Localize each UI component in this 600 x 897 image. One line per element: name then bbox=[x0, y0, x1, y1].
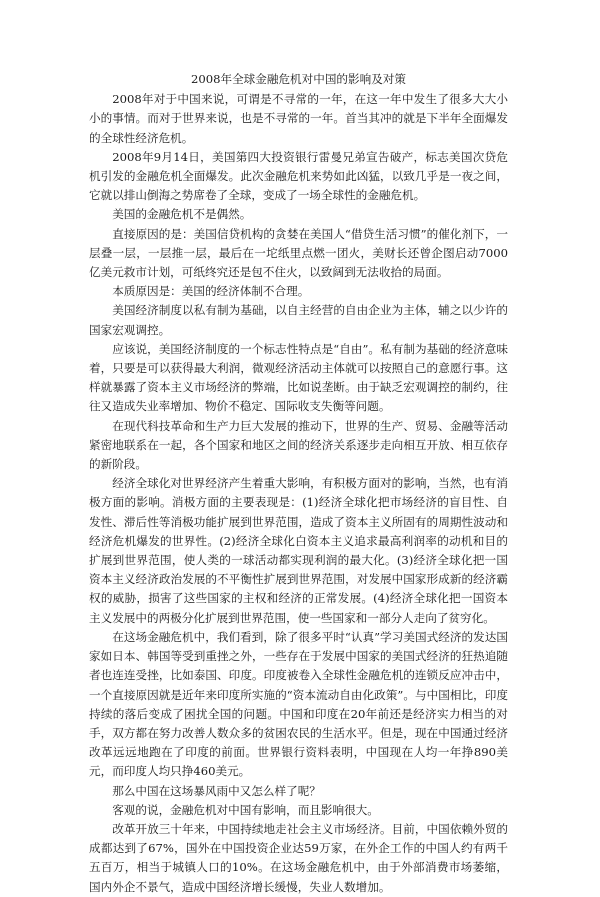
paragraph: 在现代科技革命和生产力巨大发展的推动下，世界的生产、贸易、金融等活动紧密地联系在一起，各个国家和地区之间的经济关系逐步走向相互开放、相互依存的新阶段。 bbox=[89, 418, 508, 472]
paragraph: 美国经济制度以私有制为基础，以自主经营的自由企业为主体，辅之以少许的国家宏观调控。 bbox=[89, 303, 508, 337]
paragraph: 直接原因的是：美国信贷机构的贪婪在美国人“借贷生活习惯”的催化剂下，一层叠一层，一层推一层，最后在一坨纸里点燃一团火，美财长还曾企图启动7000亿美元救市计划，可纸终究还是包不住火，以致阔到无法收拾的局面。 bbox=[89, 226, 508, 280]
paragraph: 应该说，美国经济制度的一个标志性特点是“自由”。私有制为基础的经济意味着，只要是可以获得最大利润，微观经济活动主体就可以按照自己的意愿行事。这样就暴露了资本主义市场经济的弊端，比如说垄断。由于缺乏宏观调控的制约，往往又造成失业率增加、物价不稳定、国际收支失衡等问题。 bbox=[89, 341, 508, 414]
paragraph: 本质原因是：美国的经济体制不合理。 bbox=[112, 284, 310, 299]
paragraph: 2008年9月14日，美国第四大投资银行雷曼兄弟宣告破产，标志美国次贷危机引发的金融危机全面爆发。此次金融危机来势如此凶猛，以致几乎是一夜之间，它就以排山倒海之势席卷了全球，变成了一场全球性的金融危机。 bbox=[89, 149, 508, 203]
paragraph: 经济全球化对世界经济产生着重大影响，有积极方面对的影响，当然，也有消极方面的影响。消极方面的主要表现是：(1)经济全球化把市场经济的盲目性、自发性、滞后性等消极功能扩展到世界范围，造成了资本主义所固有的周期性波动和经济危机爆发的世界性。(2)经济全球化白资本主义追求最高利润率的动机和目的扩展到世界范围，使人类的一球活动都实现利润的最大化。(3)经济全球化把一国资本主义经济政治发展的不平衡性扩展到世界范围，对发展中国家形成新的经济霸权的威胁，损害了这些国家的主权和经济的正常发展。(4)经济全球化把一国资本主义发展中的两极分化扩展到世界范围，使一些国家和一部分人走向了贫穷化。 bbox=[89, 476, 508, 625]
paragraph: 2008年对于中国来说，可谓是不寻常的一年，在这一年中发生了很多大大小小的事情。而对于世界来说，也是不寻常的一年。首当其冲的就是下半年全面爆发的全球性经济危机。 bbox=[89, 92, 508, 145]
document-title: 2008年全球金融危机对中国的影响及对策 bbox=[190, 72, 406, 86]
paragraph: 美国的金融危机不是偶然。 bbox=[112, 207, 252, 222]
paragraph: 改革开放三十年来，中国持续地走社会主义市场经济。目前，中国依赖外贸的成都达到了67%，国外在中国投资企业达59万家，在外企工作的中国人约有两千五百万，相当于城镇人口的10%。在这场金融危机中，由于外部消费市场萎缩，国内外企不景气，造成中国经济增长缓慢，失业人数增加。 bbox=[89, 821, 508, 894]
paragraph: 那么中国在这场暴风雨中又怎么样了呢？ bbox=[112, 783, 321, 798]
paragraph: 客观的说，金融危机对中国有影响，而且影响很大。 bbox=[112, 802, 379, 817]
paragraph: 在这场金融危机中，我们看到，除了很多平时“认真”学习美国式经济的发达国家如日本、韩国等受到重挫之外，一些存在于发展中国家的美国式经济的狂热追随者也连连受挫，比如泰国、印度。印度被卷入全球性金融危机的连锁反应冲击中，一个直接原因就是近年来印度所实施的“资本流动自由化政策”。与中国相比，印度持续的落后变成了困扰全国的问题。中国和印度在20年前还是经济实力相当的对手，双方都在努力改善人数众多的贫困农民的生活水平。但是，现在中国通过经济改革远远地跑在了印度的前面。世界银行资料表明，中国现在人均一年挣890美元，而印度人均只挣460美元。 bbox=[89, 629, 508, 779]
